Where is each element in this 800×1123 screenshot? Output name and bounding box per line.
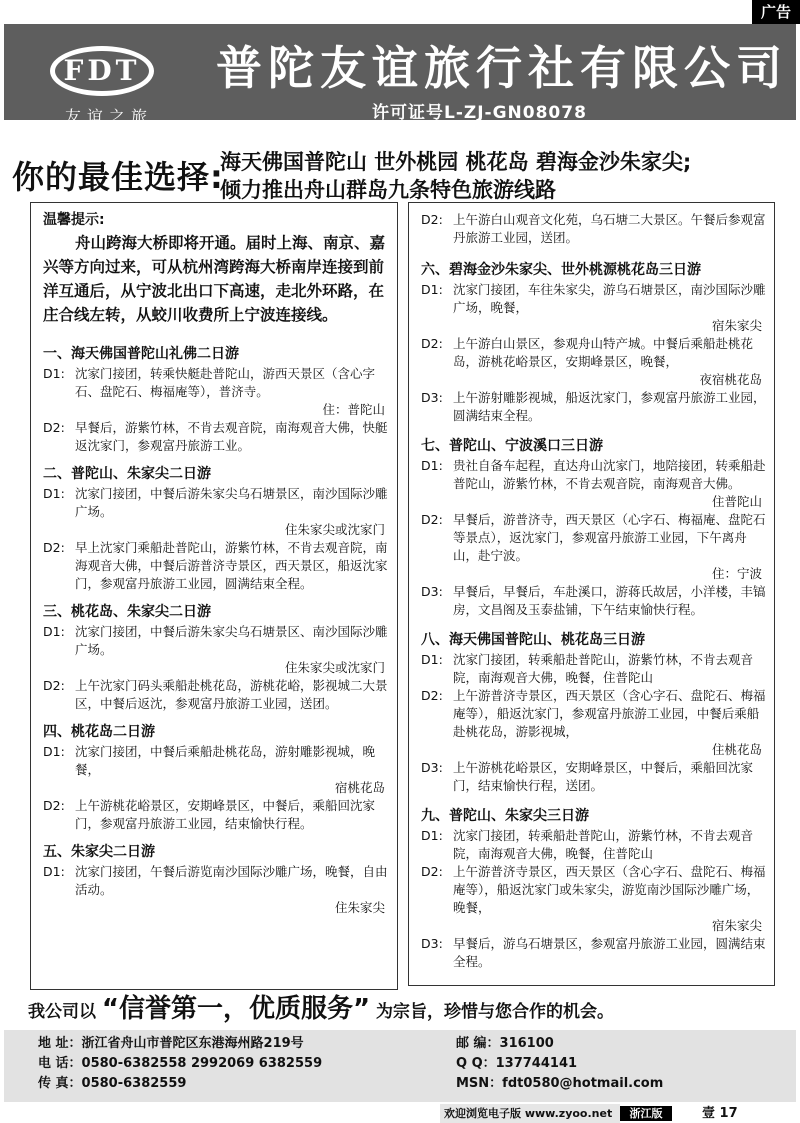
day-stay: 夜宿桃花岛 <box>699 372 762 387</box>
day-label: D1: <box>43 486 65 501</box>
day-label: D1: <box>421 652 443 667</box>
day-text: 上午游桃花峪景区，安期峰景区，中餐后，乘船回沈家门，参观富丹旅游工业园，结束愉快行程。 <box>75 798 376 831</box>
day-label: D2: <box>43 678 65 693</box>
contact-postcode: 邮 编：316100 <box>456 1036 554 1051</box>
slogan-line-1: 海天佛国普陀山 世外桃园 桃花岛 碧海金沙朱家尖; <box>220 150 692 174</box>
route-day <box>43 539 389 593</box>
right-column <box>408 202 775 986</box>
day-label: D1: <box>43 624 65 639</box>
day-text: 沈家门接团，午餐后游览南沙国际沙雕广场，晚餐，自由活动。 <box>75 864 388 897</box>
route-day <box>43 485 389 521</box>
day-text: 沈家门接团，车往朱家尖，游乌石塘景区，南沙国际沙雕广场，晚餐， <box>453 282 766 315</box>
day-label: D1: <box>421 458 443 473</box>
page-number: 壹 17 <box>702 1106 738 1121</box>
page-footer <box>440 1104 800 1123</box>
route-day <box>43 419 389 455</box>
day-stay: 住朱家尖 <box>334 900 385 915</box>
day-text: 早餐后，游紫竹林，不肯去观音院，南海观音大佛，快艇返沈家门，参观富丹旅游工业。 <box>75 420 388 453</box>
route-title: 三、桃花岛、朱家尖二日游 <box>43 604 211 620</box>
route-section <box>421 261 766 425</box>
company-name: 普陀友谊旅行社有限公司 <box>216 41 788 95</box>
route-title: 六、碧海金沙朱家尖、世外桃源桃花岛三日游 <box>421 262 701 278</box>
route-title: 二、普陀山、朱家尖二日游 <box>43 466 211 482</box>
left-column <box>30 202 398 990</box>
day-text: 沈家门接团，中餐后游朱家尖乌石塘景区，南沙国际沙雕广场。 <box>75 486 388 519</box>
day-label: D1: <box>421 828 443 843</box>
route-day <box>43 365 389 401</box>
day-label: D1: <box>421 282 443 297</box>
day-label: D2: <box>421 688 443 703</box>
contact-address: 地 址：浙江省舟山市普陀区东港海州路219号 <box>38 1036 304 1051</box>
day-text: 沈家门接团，转乘快艇赴普陀山，游西天景区（含心字石、盘陀石、梅福庵等），普济寺。 <box>75 366 376 399</box>
day-text: 早餐后，游普济寺，西天景区（心字石、梅福庵、盘陀石等景点），返沈家门，参观富丹旅游工业园，下午离舟山，赴宁波。 <box>453 512 766 563</box>
day-text: 上午游白山景区，参观舟山特产城。中餐后乘船赴桃花岛，游桃花峪景区，安期峰景区，晚餐， <box>453 336 754 369</box>
footer-magazine: 浙江版 <box>620 1106 672 1121</box>
day-label: D2: <box>43 420 65 435</box>
day-text: 上午游射雕影视城，船返沈家门，参观富丹旅游工业园，圆满结束全程。 <box>453 390 766 423</box>
day-text: 上午游桃花峪景区，安期峰景区，中餐后，乘船回沈家门，结束愉快行程，送团。 <box>453 760 754 793</box>
route-title: 八、海天佛国普陀山、桃花岛三日游 <box>421 632 645 648</box>
footer-site: 欢迎浏览电子版 www.zyoo.net <box>440 1104 620 1123</box>
route-section <box>43 603 389 713</box>
license-number: 许可证号L-ZJ-GN08078 <box>372 103 587 123</box>
day-label: D2: <box>43 798 65 813</box>
route-day <box>421 457 766 493</box>
route-day <box>421 335 766 371</box>
day-stay: 住朱家尖或沈家门 <box>284 660 385 675</box>
route-title: 九、普陀山、朱家尖三日游 <box>421 808 589 824</box>
day-stay: 宿朱家尖 <box>711 918 762 933</box>
contact-block <box>4 1030 796 1102</box>
slogan-main: 你的最佳选择: <box>12 158 224 196</box>
ad-tag: 广告 <box>752 0 800 24</box>
day-stay: 住：宁波 <box>711 566 762 581</box>
route-day <box>421 863 766 917</box>
day-text: 沈家门接团，中餐后乘船赴桃花岛，游射雕影视城，晚餐， <box>75 744 376 777</box>
day-label: D2: <box>43 540 65 555</box>
route-day <box>421 651 766 687</box>
route-day <box>43 743 389 779</box>
bottom-slogan <box>28 988 788 1025</box>
day-label: D1: <box>43 366 65 381</box>
contact-phone: 电 话：0580-6382558 2992069 6382559 <box>38 1056 323 1071</box>
route-title: 四、桃花岛二日游 <box>43 724 155 740</box>
route-day <box>421 687 766 741</box>
day-text: 沈家门接团，转乘船赴普陀山，游紫竹林，不肯去观音院，南海观音大佛，晚餐，住普陀山 <box>453 652 754 685</box>
route-day <box>421 759 766 795</box>
route-title: 一、海天佛国普陀山礼佛二日游 <box>43 346 239 362</box>
route-continuation <box>421 211 766 247</box>
day-stay: 住普陀山 <box>711 494 762 509</box>
day-stay: 住朱家尖或沈家门 <box>284 522 385 537</box>
logo-subtitle: 友谊之旅 <box>64 107 153 126</box>
day-label: D1: <box>43 744 65 759</box>
day-label: D2: <box>421 336 443 351</box>
day-stay: 住：普陀山 <box>322 402 385 417</box>
day-text: 沈家门接团，转乘船赴普陀山，游紫竹林，不肯去观音院，南海观音大佛，晚餐，住普陀山 <box>453 828 754 861</box>
route-title: 五、朱家尖二日游 <box>43 844 155 860</box>
day-stay: 宿朱家尖 <box>711 318 762 333</box>
day-label: D2: <box>421 512 443 527</box>
route-title: 七、普陀山、宁波溪口三日游 <box>421 438 603 454</box>
day-label: D1: <box>43 864 65 879</box>
day-text: 早餐后，早餐后，车赴溪口，游蒋氏故居，小洋楼，丰镐房，文昌阁及玉泰盐铺，下午结束愉快行程。 <box>453 584 766 617</box>
day-label: D3: <box>421 584 443 599</box>
tip-body: 舟山跨海大桥即将开通。届时上海、南京、嘉兴等方向过来，可从杭州湾跨海大桥南岸连接到前洋互通后，从宁波北出口下高速，走北外环路，在庄合线左转，从蛟川收费所上宁波连接线。 <box>43 234 386 324</box>
slogan-motto: “信誉第一，优质服务” <box>101 994 371 1024</box>
route-section <box>43 723 389 833</box>
day-text: 早上沈家门乘船赴普陀山，游紫竹林，不肯去观音院，南海观音大佛，中餐后游普济寺景区，西天景区，船返沈家门，参观富丹旅游工业园，圆满结束全程。 <box>75 540 388 591</box>
day-text: 上午游普济寺景区，西天景区（含心字石、盘陀石、梅福庵等），船返沈家门或朱家尖，游览南沙国际沙雕广场，晚餐， <box>453 864 766 915</box>
route-section <box>421 631 766 795</box>
contact-msn: MSN：fdt0580@hotmail.com <box>456 1076 664 1091</box>
route-section <box>43 345 389 455</box>
day-label: D2: <box>421 212 443 227</box>
route-day <box>421 511 766 565</box>
day-label: D3: <box>421 390 443 405</box>
route-section <box>421 437 766 619</box>
slogan-pre: 我公司以 <box>28 1002 96 1022</box>
route-day <box>43 863 389 899</box>
day-stay: 住桃花岛 <box>711 742 762 757</box>
day-text: 上午沈家门码头乘船赴桃花岛，游桃花峪，影视城二大景区，中餐后返沈，参观富丹旅游工业园，送团。 <box>75 678 388 711</box>
slogan-post: 为宗旨，珍惜与您合作的机会。 <box>376 1002 615 1022</box>
route-day <box>421 211 766 247</box>
route-section <box>43 843 389 917</box>
route-section <box>43 465 389 593</box>
route-day <box>43 623 389 659</box>
route-day <box>421 583 766 619</box>
day-label: D3: <box>421 936 443 951</box>
day-text: 上午游普济寺景区，西天景区（含心字石、盘陀石、梅福庵等），船返沈家门，参观富丹旅游工业园，中餐后乘船赴桃花岛，游影视城， <box>453 688 766 739</box>
day-text: 贵社自备车起程，直达舟山沈家门，地陪接团，转乘船赴普陀山，游紫竹林，不肯去观音院，南海观音大佛。 <box>453 458 766 491</box>
left-routes <box>43 345 389 917</box>
slogan-line-2: 倾力推出舟山群岛九条特色旅游线路 <box>220 178 556 202</box>
day-text: 沈家门接团，中餐后游朱家尖乌石塘景区、南沙国际沙雕广场。 <box>75 624 388 657</box>
day-text: 早餐后，游乌石塘景区，参观富丹旅游工业园，圆满结束全程。 <box>453 936 766 969</box>
route-day <box>421 935 766 971</box>
route-day <box>43 797 389 833</box>
route-day <box>421 281 766 317</box>
day-stay: 宿桃花岛 <box>334 780 385 795</box>
route-day <box>421 389 766 425</box>
route-section <box>421 807 766 971</box>
route-day <box>43 677 389 713</box>
day-label: D2: <box>421 864 443 879</box>
company-logo: FDT <box>50 46 154 96</box>
day-label: D3: <box>421 760 443 775</box>
header-banner <box>4 24 796 126</box>
right-routes <box>421 211 766 971</box>
contact-qq: Q Q：137744141 <box>456 1056 578 1071</box>
tip-title: 温馨提示: <box>43 212 105 228</box>
route-day <box>421 827 766 863</box>
day-text: 上午游白山观音文化苑，乌石塘二大景区。午餐后参观富丹旅游工业园，送团。 <box>453 212 766 245</box>
contact-fax: 传 真：0580-6382559 <box>38 1076 187 1091</box>
